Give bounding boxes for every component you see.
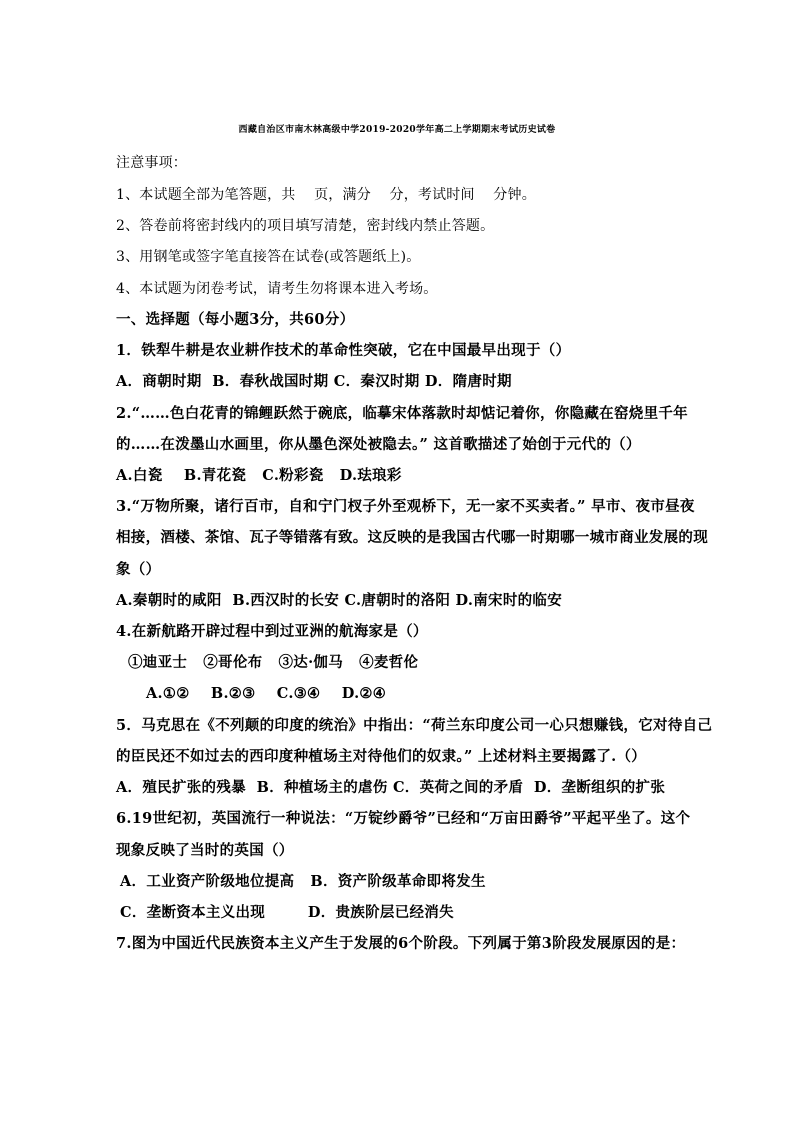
question-options: A.秦朝时的咸阳 B.西汉时的长安 C.唐朝时的洛阳 D.南宋时的临安 <box>116 592 563 609</box>
question-stem: 的……在泼墨山水画里，你从墨色深处被隐去。” 这首歌描述了始创于元代的（） <box>116 436 641 453</box>
question-stem: 相接，酒楼、茶馆、瓦子等错落有致。这反映的是我国古代哪一时期哪一城市商业发展的现 <box>116 529 708 546</box>
question-choices: ①迪亚士 ②哥伦布 ③达·伽马 ④麦哲伦 <box>128 654 419 671</box>
question-stem: 的臣民还不如过去的西印度种植场主对待他们的奴隶。” 上述材料主要揭露了.（） <box>116 748 647 765</box>
notice-item: 4、本试题为闭卷考试，请考生勿将课本进入考场。 <box>116 281 438 297</box>
question-stem: 2.“……色白花青的锦鲤跃然于碗底，临摹宋体落款时却惦记着你，你隐藏在窑烧里千年 <box>116 405 688 422</box>
question-options: A.白瓷 B.青花瓷 C.粉彩瓷 D.珐琅彩 <box>116 467 402 484</box>
question-stem: 7.图为中国近代民族资本主义产生于发展的6个阶段。下列属于第3阶段发展原因的是： <box>116 935 686 952</box>
question-stem: 5．马克思在《不列颠的印度的统治》中指出：“荷兰东印度公司一心只想赚钱，它对待自己 <box>116 717 713 734</box>
question-stem: 6.19世纪初，英国流行一种说法：“万锭纱爵爷”已经和“万亩田爵爷”平起平坐了。这个 <box>116 810 691 827</box>
question-options: A．殖民扩张的残暴 B．种植场主的虐伤 C．英荷之间的矛盾 D．垄断组织的扩张 <box>116 779 666 796</box>
question-stem: 1．铁犁牛耕是农业耕作技术的革命性突破，它在中国最早出现于（） <box>116 342 571 359</box>
notice-item: 3、用钢笔或签字笔直接答在试卷(或答题纸上)。 <box>116 249 421 265</box>
question-stem: 象（） <box>116 561 161 578</box>
exam-title: 西藏自治区市南木林高级中学2019-2020学年高二上学期期末考试历史试卷 <box>238 125 556 135</box>
question-options: A．商朝时期 B．春秋战国时期 C．秦汉时期 D．隋唐时期 <box>116 373 512 390</box>
question-options: A.①② B.②③ C.③④ D.②④ <box>146 685 387 702</box>
question-stem: 4.在新航路开辟过程中到过亚洲的航海家是（） <box>116 623 428 640</box>
question-stem: 现象反映了当时的英国（） <box>116 842 294 859</box>
question-options: A．工业资产阶级地位提高 B．资产阶级革命即将发生 <box>120 873 486 890</box>
question-stem: 3.“万物所聚，诸行百市，自和宁门杈子外至观桥下，无一家不买卖者。” 早市、夜市昼夜 <box>116 498 695 515</box>
notice-heading: 注意事项： <box>116 155 187 171</box>
section-heading: 一、选择题（每小题3分，共60分） <box>116 311 355 328</box>
notice-item: 1、本试题全部为笔答题，共 页，满分 分，考试时间 分钟。 <box>116 187 536 203</box>
notice-item: 2、答卷前将密封线内的项目填写清楚，密封线内禁止答题。 <box>116 218 495 234</box>
question-options: C．垄断资本主义出现 D．贵族阶层已经消失 <box>120 904 454 921</box>
